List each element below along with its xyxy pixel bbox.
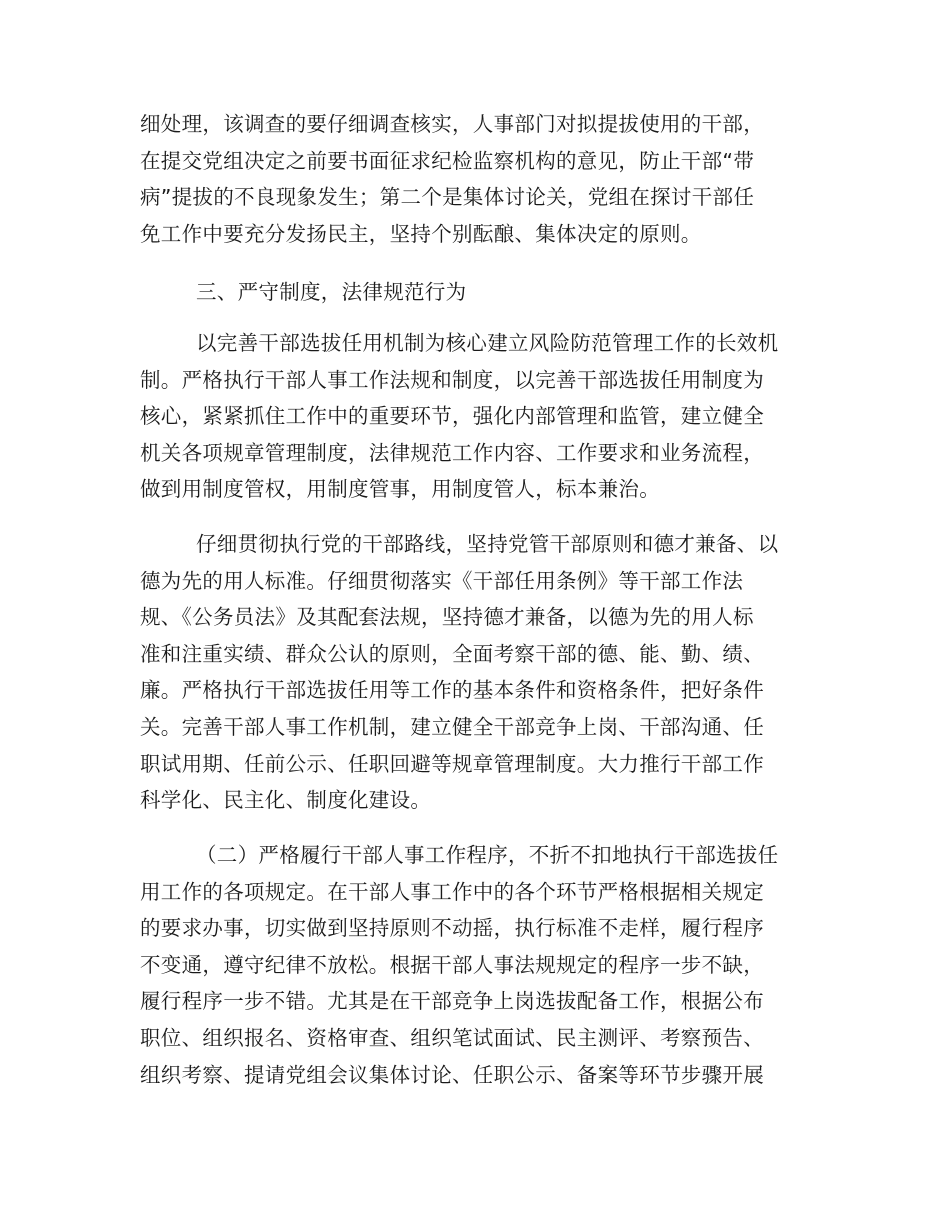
paragraph-continuation [140, 106, 805, 252]
text-line: 仔细贯彻执行党的干部路线，坚持党管干部原则和德才兼备、以 [196, 532, 779, 556]
section-heading: 三、严守制度，法律规范行为 [196, 280, 467, 304]
paragraph-mechanism [140, 325, 805, 508]
text-line: 机关各项规章管理制度，法律规范工作内容、工作要求和业务流程， [140, 440, 764, 465]
text-line: 履行程序一步不错。尤其是在干部竞争上岗选拔配备工作，根据公布 [140, 989, 764, 1014]
text-line: 组织考察、提请党组会议集体讨论、任职公示、备案等环节步骤开展 [140, 1062, 764, 1087]
text-line: 德为先的用人标准。仔细贯彻落实《干部任用条例》等干部工作法 [140, 568, 744, 593]
text-line: 职位、组织报名、资格审查、组织笔试面试、民主测评、考察预告、 [140, 1025, 764, 1050]
text-line: 廉。严格执行干部选拔任用等工作的基本条件和资格条件，把好条件 [140, 678, 764, 703]
text-line: 以完善干部选拔任用机制为核心建立风险防范管理工作的长效机 [196, 331, 779, 355]
text-line: 核心，紧紧抓住工作中的重要环节，强化内部管理和监管，建立健全 [140, 404, 764, 429]
text-line: 细处理，该调查的要仔细调查核实，人事部门对拟提拔使用的干部， [140, 112, 764, 136]
text-line: 免工作中要充分发扬民主，坚持个别酝酿、集体决定的原则。 [140, 221, 702, 246]
text-line: 准和注重实绩、群众公认的原则，全面考察干部的德、能、勤、绩、 [140, 641, 764, 666]
paragraph-cadre-line [140, 526, 805, 819]
text-line: 制。严格执行干部人事工作法规和制度，以完善干部选拔任用制度为 [140, 367, 764, 392]
text-line: 病”提拔的不良现象发生；第二个是集体讨论关，党组在探讨干部任 [140, 185, 755, 210]
text-line: （二）严格履行干部人事工作程序，不折不扣地执行干部选拔任 [196, 843, 779, 867]
text-line: 关。完善干部人事工作机制，建立健全干部竞争上岗、干部沟通、任 [140, 714, 764, 739]
text-line: 用工作的各项规定。在干部人事工作中的各个环节严格根据相关规定 [140, 879, 764, 904]
text-line: 做到用制度管权，用制度管事，用制度管人，标本兼治。 [140, 477, 660, 502]
text-line: 的要求办事，切实做到坚持原则不动摇，执行标准不走样，履行程序 [140, 916, 764, 941]
text-line: 职试用期、任前公示、任职回避等规章管理制度。大力推行干部工作 [140, 751, 764, 776]
text-line: 科学化、民主化、制度化建设。 [140, 788, 432, 813]
text-line: 不变通，遵守纪律不放松。根据干部人事法规规定的程序一步不缺， [140, 952, 764, 977]
paragraph-procedure [140, 837, 805, 1093]
text-line: 规、《公务员法》及其配套法规，坚持德才兼备，以德为先的用人标 [140, 605, 754, 630]
text-line: 在提交党组决定之前要书面征求纪检监察机构的意见，防止干部“带 [140, 148, 755, 173]
